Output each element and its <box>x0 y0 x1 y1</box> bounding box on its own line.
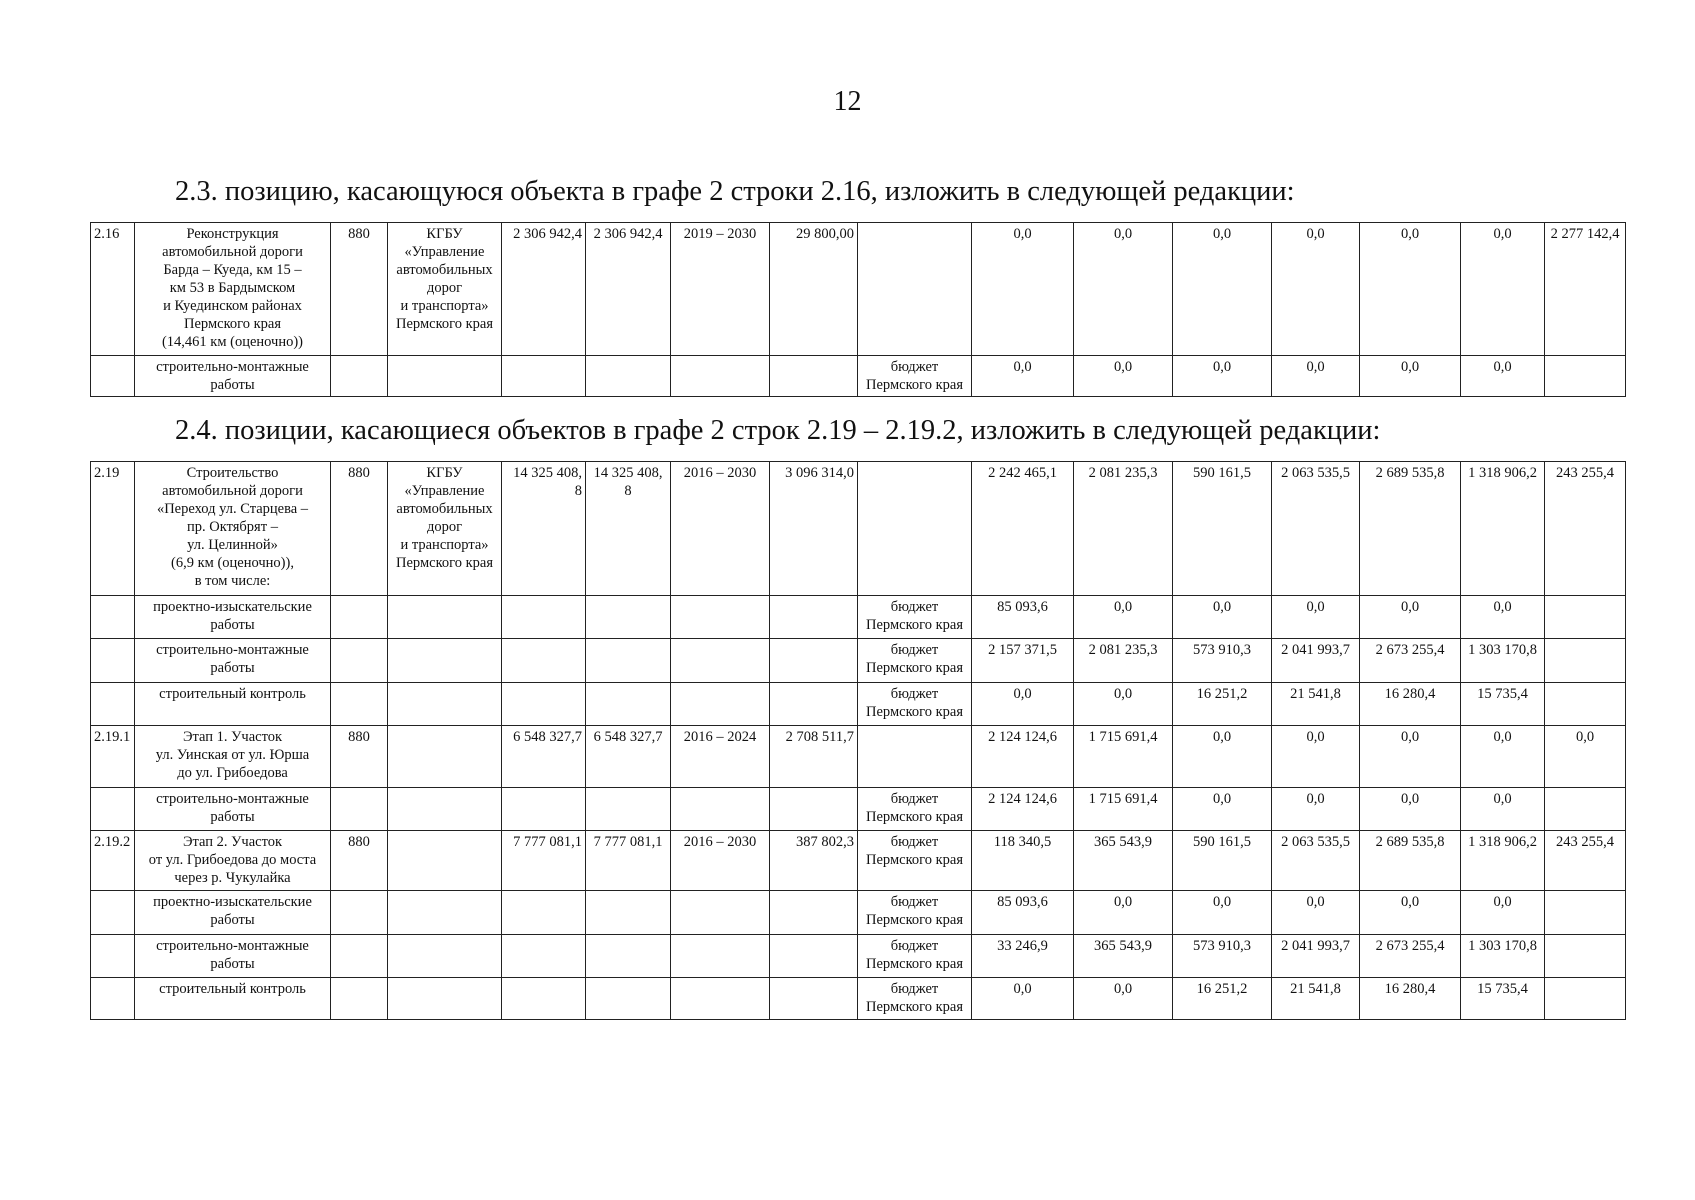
cell-after-period <box>1545 935 1626 978</box>
table-section-2-4 <box>90 461 1626 1020</box>
cell-year-6: 15 735,4 <box>1461 683 1545 726</box>
table-body <box>91 223 1626 397</box>
cell-total-cost <box>502 978 586 1020</box>
cell-source <box>858 223 972 356</box>
cell-year-4: 0,0 <box>1272 223 1360 356</box>
cell-source: бюджет Пермского края <box>858 978 972 1020</box>
cell-period <box>671 683 770 726</box>
cell-prior-financing <box>770 596 858 639</box>
cell-estimated-cost <box>586 978 671 1020</box>
cell-year-3: 0,0 <box>1173 356 1272 397</box>
cell-year-2: 0,0 <box>1074 356 1173 397</box>
cell-source <box>858 462 972 596</box>
section-2-4-heading: 2.4. позиции, касающиеся объектов в графе 2 строк 2.19 – 2.19.2, изложить в следующей редакции: <box>175 415 1381 446</box>
cell-prior-financing: 2 708 511,7 <box>770 726 858 788</box>
cell-after-period: 2 277 142,4 <box>1545 223 1626 356</box>
cell-year-6: 0,0 <box>1461 223 1545 356</box>
cell-year-3: 0,0 <box>1173 596 1272 639</box>
cell-total-cost <box>502 683 586 726</box>
cell-prior-financing <box>770 683 858 726</box>
cell-year-1: 2 124 124,6 <box>972 726 1074 788</box>
cell-year-6: 1 318 906,2 <box>1461 462 1545 596</box>
cell-code: 880 <box>331 831 388 891</box>
cell-period: 2016 – 2030 <box>671 462 770 596</box>
cell-year-1: 85 093,6 <box>972 891 1074 935</box>
cell-year-2: 0,0 <box>1074 223 1173 356</box>
cell-year-3: 0,0 <box>1173 891 1272 935</box>
cell-estimated-cost <box>586 788 671 831</box>
cell-after-period <box>1545 683 1626 726</box>
table-row <box>91 596 1626 639</box>
cell-estimated-cost <box>586 935 671 978</box>
cell-executor <box>388 788 502 831</box>
cell-total-cost: 14 325 408, 8 <box>502 462 586 596</box>
cell-year-4: 0,0 <box>1272 356 1360 397</box>
page-number: 12 <box>833 86 862 117</box>
cell-row-number <box>91 596 135 639</box>
cell-executor <box>388 891 502 935</box>
cell-row-number <box>91 788 135 831</box>
table-row <box>91 683 1626 726</box>
cell-prior-financing <box>770 356 858 397</box>
cell-estimated-cost: 7 777 081,1 <box>586 831 671 891</box>
cell-estimated-cost <box>586 596 671 639</box>
cell-code <box>331 596 388 639</box>
cell-row-number: 2.19 <box>91 462 135 596</box>
cell-code <box>331 788 388 831</box>
cell-period <box>671 356 770 397</box>
cell-year-2: 365 543,9 <box>1074 935 1173 978</box>
cell-year-4: 2 041 993,7 <box>1272 935 1360 978</box>
cell-year-4: 0,0 <box>1272 891 1360 935</box>
cell-object-name: проектно-изыскательские работы <box>135 596 331 639</box>
cell-year-2: 365 543,9 <box>1074 831 1173 891</box>
cell-object-name: строительно-монтажные работы <box>135 935 331 978</box>
cell-year-2: 1 715 691,4 <box>1074 788 1173 831</box>
cell-total-cost <box>502 596 586 639</box>
cell-year-5: 16 280,4 <box>1360 683 1461 726</box>
cell-year-4: 2 063 535,5 <box>1272 462 1360 596</box>
cell-estimated-cost: 6 548 327,7 <box>586 726 671 788</box>
cell-prior-financing: 387 802,3 <box>770 831 858 891</box>
cell-code <box>331 356 388 397</box>
table-row <box>91 462 1626 596</box>
cell-year-6: 1 303 170,8 <box>1461 935 1545 978</box>
cell-year-4: 2 063 535,5 <box>1272 831 1360 891</box>
cell-year-6: 15 735,4 <box>1461 978 1545 1020</box>
cell-year-3: 16 251,2 <box>1173 683 1272 726</box>
cell-period <box>671 788 770 831</box>
cell-year-2: 0,0 <box>1074 891 1173 935</box>
cell-after-period: 243 255,4 <box>1545 831 1626 891</box>
cell-year-1: 85 093,6 <box>972 596 1074 639</box>
cell-after-period <box>1545 891 1626 935</box>
cell-estimated-cost: 14 325 408, 8 <box>586 462 671 596</box>
cell-executor <box>388 683 502 726</box>
cell-row-number: 2.16 <box>91 223 135 356</box>
cell-source: бюджет Пермского края <box>858 935 972 978</box>
cell-year-4: 21 541,8 <box>1272 683 1360 726</box>
cell-row-number <box>91 891 135 935</box>
cell-prior-financing: 3 096 314,0 <box>770 462 858 596</box>
cell-period <box>671 935 770 978</box>
cell-total-cost <box>502 639 586 683</box>
table-row <box>91 788 1626 831</box>
cell-after-period <box>1545 639 1626 683</box>
cell-year-4: 2 041 993,7 <box>1272 639 1360 683</box>
cell-year-4: 21 541,8 <box>1272 978 1360 1020</box>
cell-year-6: 0,0 <box>1461 596 1545 639</box>
cell-year-4: 0,0 <box>1272 726 1360 788</box>
table-row <box>91 639 1626 683</box>
cell-object-name: проектно-изыскательские работы <box>135 891 331 935</box>
cell-object-name: строительный контроль <box>135 683 331 726</box>
cell-year-3: 573 910,3 <box>1173 639 1272 683</box>
cell-year-6: 0,0 <box>1461 891 1545 935</box>
cell-prior-financing <box>770 891 858 935</box>
cell-executor: КГБУ «Управление автомобильных дорог и транспорта» Пермского края <box>388 223 502 356</box>
cell-year-3: 590 161,5 <box>1173 462 1272 596</box>
cell-year-5: 2 673 255,4 <box>1360 935 1461 978</box>
cell-object-name: Реконструкция автомобильной дороги Барда – Куеда, км 15 – км 53 в Бардымском и Куединском районах Пермского края (14,461 км (оценочно)) <box>135 223 331 356</box>
cell-year-5: 2 689 535,8 <box>1360 831 1461 891</box>
cell-year-2: 0,0 <box>1074 978 1173 1020</box>
cell-total-cost: 6 548 327,7 <box>502 726 586 788</box>
cell-source: бюджет Пермского края <box>858 356 972 397</box>
cell-row-number <box>91 683 135 726</box>
cell-year-5: 0,0 <box>1360 891 1461 935</box>
cell-executor <box>388 596 502 639</box>
cell-year-1: 2 242 465,1 <box>972 462 1074 596</box>
cell-estimated-cost <box>586 891 671 935</box>
cell-object-name: строительно-монтажные работы <box>135 639 331 683</box>
table-row <box>91 726 1626 788</box>
cell-year-3: 0,0 <box>1173 788 1272 831</box>
cell-code <box>331 935 388 978</box>
cell-code: 880 <box>331 462 388 596</box>
cell-year-4: 0,0 <box>1272 596 1360 639</box>
table-row <box>91 356 1626 397</box>
cell-year-5: 0,0 <box>1360 223 1461 356</box>
cell-year-3: 0,0 <box>1173 223 1272 356</box>
cell-row-number: 2.19.2 <box>91 831 135 891</box>
cell-code: 880 <box>331 726 388 788</box>
cell-total-cost <box>502 788 586 831</box>
cell-year-6: 1 318 906,2 <box>1461 831 1545 891</box>
cell-source: бюджет Пермского края <box>858 891 972 935</box>
cell-year-1: 0,0 <box>972 356 1074 397</box>
cell-period <box>671 596 770 639</box>
table-row <box>91 978 1626 1020</box>
cell-period <box>671 639 770 683</box>
cell-year-5: 2 689 535,8 <box>1360 462 1461 596</box>
cell-year-3: 0,0 <box>1173 726 1272 788</box>
cell-source: бюджет Пермского края <box>858 831 972 891</box>
section-2-3-heading: 2.3. позицию, касающуюся объекта в графе 2 строки 2.16, изложить в следующей редакции: <box>175 176 1295 207</box>
cell-year-2: 2 081 235,3 <box>1074 639 1173 683</box>
cell-executor <box>388 831 502 891</box>
cell-object-name: строительно-монтажные работы <box>135 788 331 831</box>
cell-prior-financing: 29 800,00 <box>770 223 858 356</box>
cell-executor <box>388 935 502 978</box>
cell-year-5: 16 280,4 <box>1360 978 1461 1020</box>
cell-year-3: 573 910,3 <box>1173 935 1272 978</box>
cell-period: 2016 – 2024 <box>671 726 770 788</box>
cell-object-name: строительно-монтажные работы <box>135 356 331 397</box>
cell-total-cost: 2 306 942,4 <box>502 223 586 356</box>
cell-after-period: 243 255,4 <box>1545 462 1626 596</box>
cell-code <box>331 978 388 1020</box>
cell-total-cost <box>502 935 586 978</box>
cell-estimated-cost: 2 306 942,4 <box>586 223 671 356</box>
cell-object-name: строительный контроль <box>135 978 331 1020</box>
table-row <box>91 223 1626 356</box>
cell-row-number <box>91 935 135 978</box>
cell-year-1: 2 124 124,6 <box>972 788 1074 831</box>
cell-year-1: 33 246,9 <box>972 935 1074 978</box>
cell-period <box>671 978 770 1020</box>
table-section-2-3 <box>90 222 1626 397</box>
cell-year-5: 0,0 <box>1360 726 1461 788</box>
cell-row-number <box>91 978 135 1020</box>
cell-estimated-cost <box>586 683 671 726</box>
cell-executor <box>388 356 502 397</box>
cell-year-2: 0,0 <box>1074 596 1173 639</box>
table-row <box>91 891 1626 935</box>
cell-executor <box>388 726 502 788</box>
cell-executor <box>388 639 502 683</box>
cell-row-number <box>91 356 135 397</box>
cell-code <box>331 891 388 935</box>
cell-year-1: 0,0 <box>972 683 1074 726</box>
cell-year-2: 2 081 235,3 <box>1074 462 1173 596</box>
cell-period: 2016 – 2030 <box>671 831 770 891</box>
cell-source: бюджет Пермского края <box>858 639 972 683</box>
cell-year-5: 0,0 <box>1360 596 1461 639</box>
cell-after-period <box>1545 978 1626 1020</box>
cell-estimated-cost <box>586 639 671 683</box>
cell-year-3: 16 251,2 <box>1173 978 1272 1020</box>
cell-source: бюджет Пермского края <box>858 683 972 726</box>
cell-year-1: 118 340,5 <box>972 831 1074 891</box>
cell-object-name: Этап 1. Участок ул. Уинская от ул. Юрша до ул. Грибоедова <box>135 726 331 788</box>
cell-source: бюджет Пермского края <box>858 788 972 831</box>
cell-year-5: 0,0 <box>1360 356 1461 397</box>
cell-total-cost <box>502 356 586 397</box>
cell-year-6: 1 303 170,8 <box>1461 639 1545 683</box>
cell-year-6: 0,0 <box>1461 726 1545 788</box>
cell-after-period <box>1545 788 1626 831</box>
cell-year-5: 0,0 <box>1360 788 1461 831</box>
cell-year-6: 0,0 <box>1461 356 1545 397</box>
cell-executor <box>388 978 502 1020</box>
cell-object-name: Этап 2. Участок от ул. Грибоедова до моста через р. Чукулайка <box>135 831 331 891</box>
cell-period: 2019 – 2030 <box>671 223 770 356</box>
table-row <box>91 831 1626 891</box>
cell-total-cost <box>502 891 586 935</box>
cell-executor: КГБУ «Управление автомобильных дорог и транспорта» Пермского края <box>388 462 502 596</box>
cell-total-cost: 7 777 081,1 <box>502 831 586 891</box>
cell-year-1: 2 157 371,5 <box>972 639 1074 683</box>
cell-code <box>331 683 388 726</box>
cell-code: 880 <box>331 223 388 356</box>
cell-period <box>671 891 770 935</box>
cell-after-period <box>1545 596 1626 639</box>
cell-prior-financing <box>770 788 858 831</box>
table-body <box>91 462 1626 1020</box>
cell-year-2: 0,0 <box>1074 683 1173 726</box>
cell-source <box>858 726 972 788</box>
cell-year-2: 1 715 691,4 <box>1074 726 1173 788</box>
cell-estimated-cost <box>586 356 671 397</box>
cell-year-1: 0,0 <box>972 223 1074 356</box>
cell-year-4: 0,0 <box>1272 788 1360 831</box>
cell-prior-financing <box>770 639 858 683</box>
cell-after-period: 0,0 <box>1545 726 1626 788</box>
cell-prior-financing <box>770 978 858 1020</box>
cell-after-period <box>1545 356 1626 397</box>
cell-year-6: 0,0 <box>1461 788 1545 831</box>
cell-code <box>331 639 388 683</box>
cell-object-name: Строительство автомобильной дороги «Переход ул. Старцева – пр. Октябрят – ул. Целинной» (6,9 км (оценочно)), в том числе: <box>135 462 331 596</box>
cell-year-1: 0,0 <box>972 978 1074 1020</box>
table-row <box>91 935 1626 978</box>
cell-prior-financing <box>770 935 858 978</box>
cell-row-number <box>91 639 135 683</box>
cell-row-number: 2.19.1 <box>91 726 135 788</box>
cell-source: бюджет Пермского края <box>858 596 972 639</box>
cell-year-3: 590 161,5 <box>1173 831 1272 891</box>
cell-year-5: 2 673 255,4 <box>1360 639 1461 683</box>
